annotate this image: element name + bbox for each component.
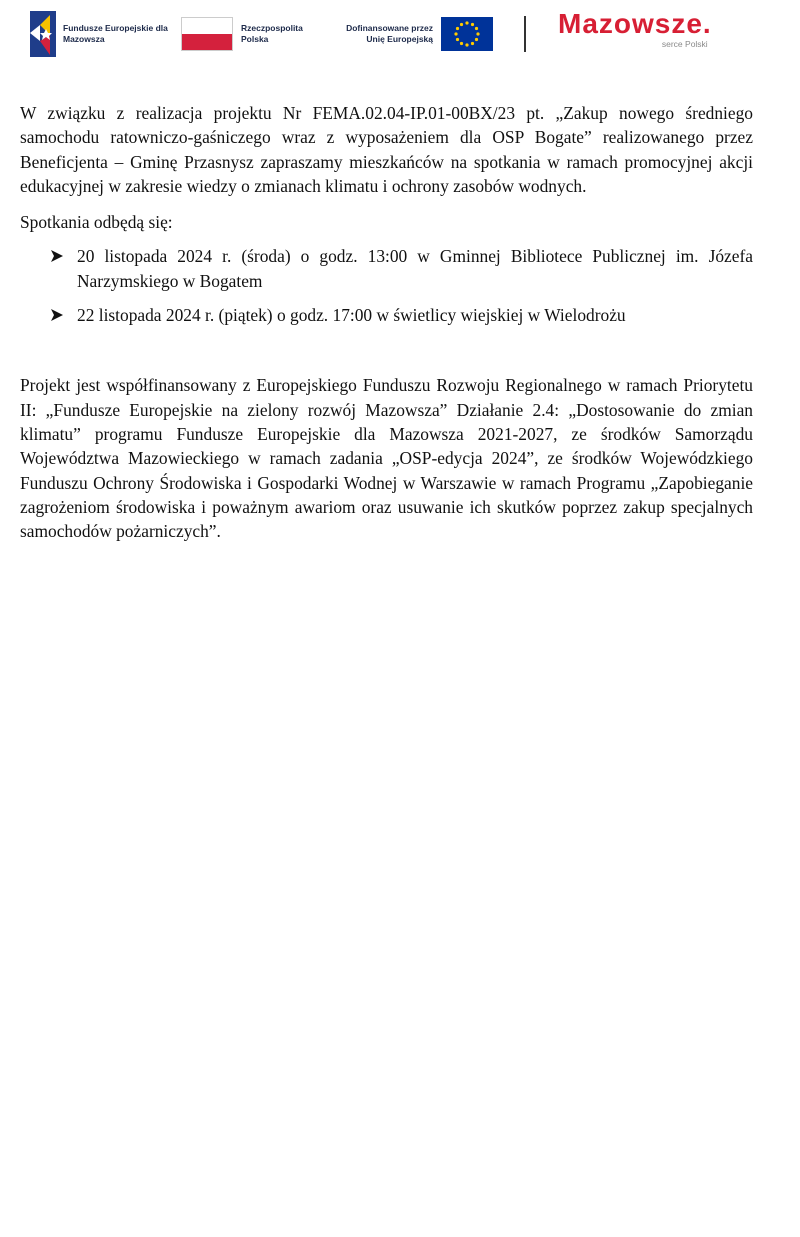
logo-bar [24, 8, 754, 60]
pl-logo-text: Rzeczpospolita Polska [241, 23, 303, 44]
mazowsze-logo [558, 8, 712, 60]
eu-flag-icon [441, 17, 493, 51]
meeting-text: 22 listopada 2024 r. (piątek) o godz. 17:00 w świetlicy wiejskiej w Wielodrożu [77, 305, 626, 326]
arrow-bullet-icon [50, 308, 64, 322]
eu-logo [333, 14, 493, 54]
intro-paragraph: W związku z realizacja projektu Nr FEMA.02.04-IP.01-00BX/23 pt. „Zakup nowego średniego samochodu ratowniczo-gaśniczego wraz z wyposażeniem dla OSP Bogate” realizowanego przez Beneficjenta – Gminę Przasnysz zapraszamy mieszkańców na spotkania w ramach promocyjnej akcji edukacyjnej w zakresie wiedzy o zmianach klimatu i ochrony zasobów wodnych. [20, 103, 753, 196]
meetings-heading: Spotkania odbędą się: [20, 212, 173, 233]
meeting-item [20, 244, 753, 293]
meetings-list [20, 244, 753, 327]
pl-logo [181, 14, 321, 54]
fe-logo [30, 10, 173, 58]
arrow-bullet-icon [50, 249, 64, 263]
polish-flag-icon [181, 17, 233, 51]
mazowsze-tagline: serce Polski [661, 39, 708, 49]
logo-divider [524, 16, 526, 52]
meeting-item [20, 303, 753, 327]
eu-logo-text: Dofinansowane przez Unię Europejską [346, 23, 433, 44]
meeting-text: 20 listopada 2024 r. (środa) o godz. 13:00 w Gminnej Bibliotece Publicznej im. Józefa Narzymskiego w Bogatem [77, 246, 753, 291]
funding-paragraph: Projekt jest współfinansowany z Europejskiego Funduszu Rozwoju Regionalnego w ramach Priorytetu II: „Fundusze Europejskie na zielony rozwój Mazowsza” Działanie 2.4: „Dostosowanie do zmian klimatu” programu Fundusze Europejskie dla Mazowsza 2021-2027, ze środków Samorządu Województwa Mazowieckiego w ramach zadania „OSP-edycja 2024”, ze środków Wojewódzkiego Funduszu Ochrony Środowiska i Gospodarki Wodnej w Warszawie w ramach Programu „Zapobieganie zagrożeniom środowiska i poważnym awariom oraz usuwanie ich skutków poprzez zakup specjalnych samochodów pożarniczych”. [20, 375, 753, 542]
fe-logo-text: Fundusze Europejskie dla Mazowsza [63, 23, 168, 44]
mazowsze-wordmark: Mazowsze. [558, 8, 712, 39]
fe-star-icon [30, 11, 56, 57]
document-body [20, 101, 753, 543]
